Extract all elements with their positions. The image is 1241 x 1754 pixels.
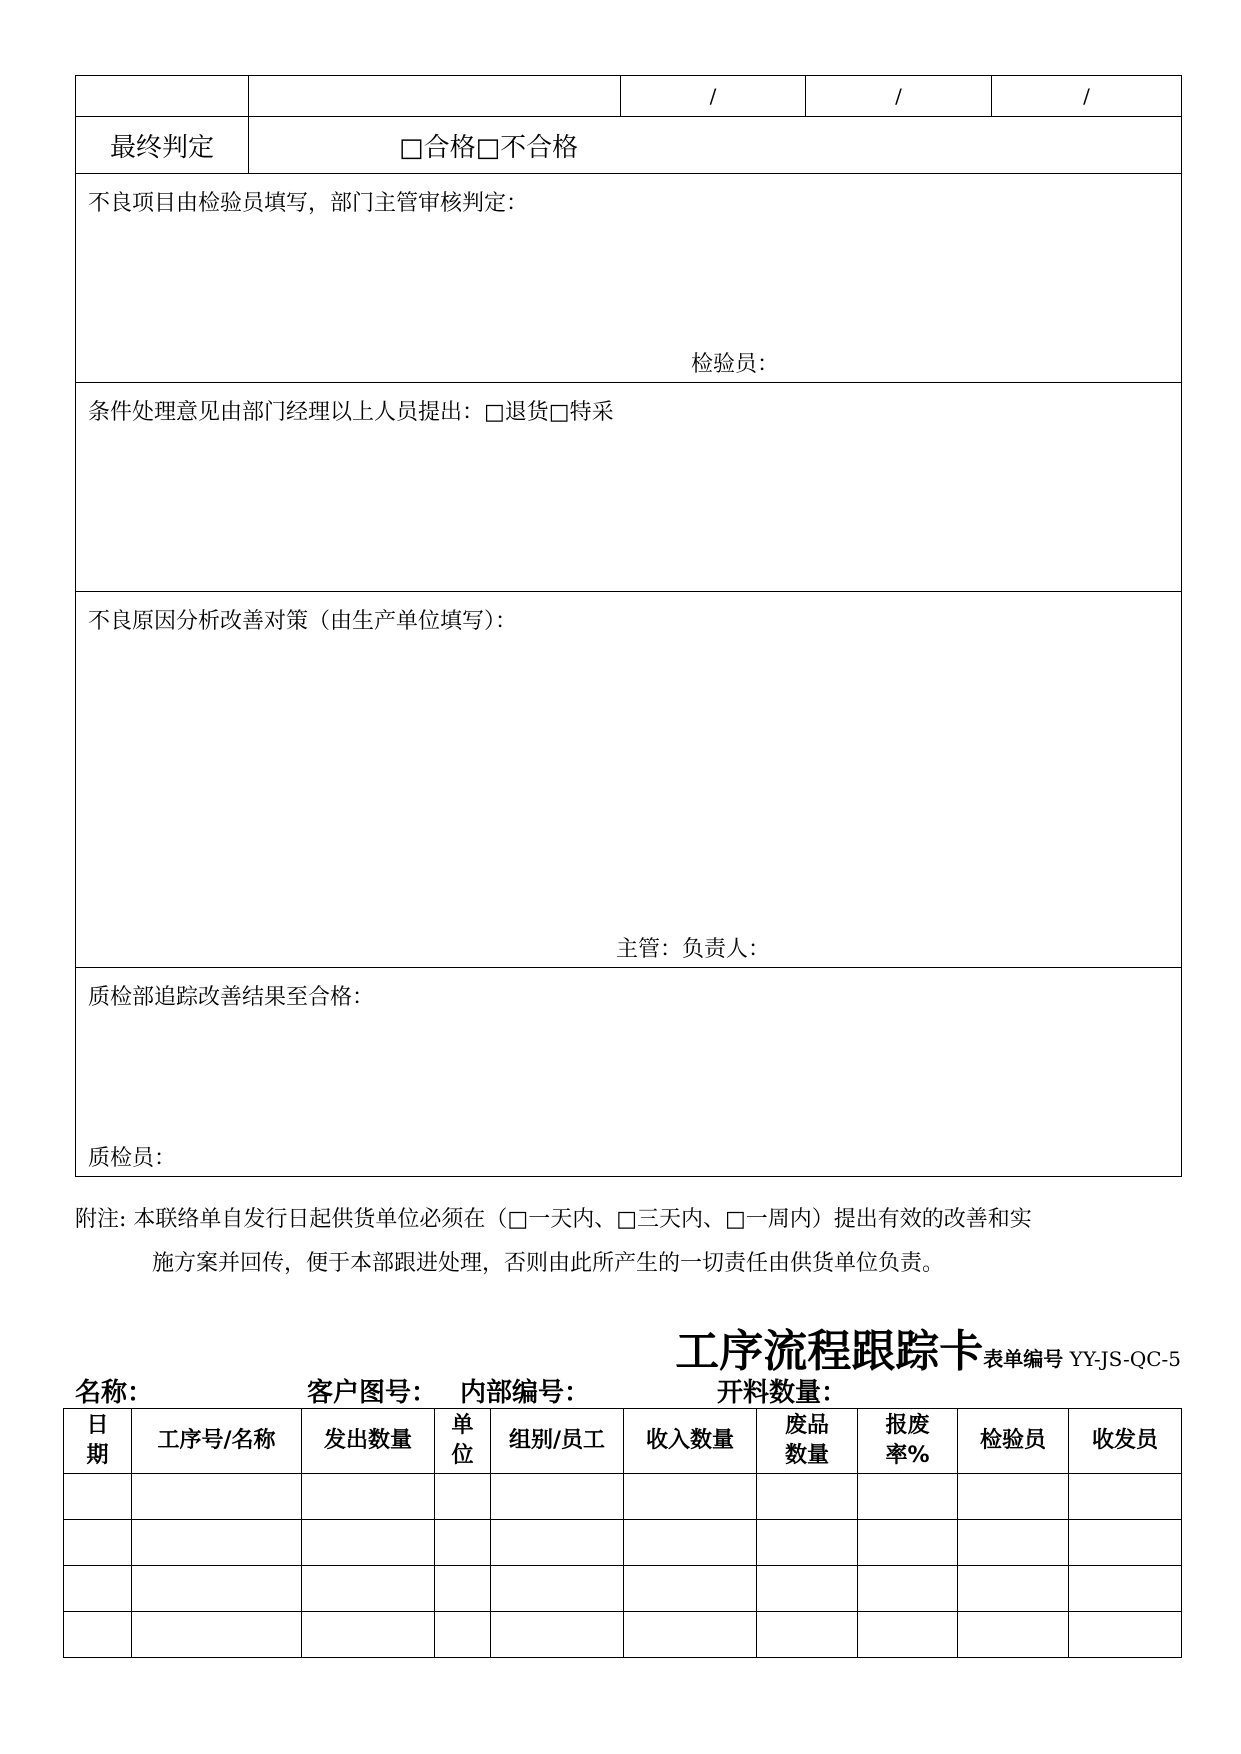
name-label: 名称： [75, 1378, 154, 1408]
column-header: 报废 率% [858, 1409, 958, 1474]
internal-no-label: 内部编号： [460, 1378, 591, 1408]
inspector-sign-label: 检验员： [691, 352, 780, 377]
tracking-block[interactable] [76, 968, 1182, 1177]
handling-label: 条件处理意见由部门经理以上人员提出：□退货□特采 [88, 400, 614, 425]
table-cell[interactable] [491, 1612, 624, 1658]
table-cell[interactable] [64, 1520, 132, 1566]
inspection-form [75, 75, 1182, 1177]
table-cell[interactable] [132, 1474, 302, 1520]
form-code-label: 表单编号 [983, 1347, 1064, 1371]
table-cell[interactable] [757, 1474, 858, 1520]
card-title: 工序流程跟踪卡 [675, 1326, 984, 1377]
table-cell[interactable] [858, 1520, 958, 1566]
column-header: 收发员 [1069, 1409, 1182, 1474]
table-cell[interactable] [302, 1474, 435, 1520]
cause-analysis-row [76, 592, 1182, 968]
table-cell[interactable] [435, 1520, 491, 1566]
cause-analysis-label: 不良原因分析改善对策（由生产单位填写）： [88, 609, 518, 634]
tracking-table [63, 1408, 1182, 1658]
column-header: 单 位 [435, 1409, 491, 1474]
cause-analysis-block[interactable] [76, 592, 1182, 968]
card-title-block [675, 1315, 1181, 1379]
table-cell[interactable] [624, 1566, 757, 1612]
table-cell[interactable] [491, 1520, 624, 1566]
table-cell[interactable] [757, 1520, 858, 1566]
footnote-line-1: 附注: 本联络单自发行日起供货单位必须在（□一天内、□三天内、□一周内）提出有效的改善和实 [75, 1207, 1032, 1232]
table-cell[interactable] [132, 1566, 302, 1612]
table-row [64, 1474, 1182, 1520]
table-cell[interactable] [435, 1612, 491, 1658]
qc-sign-label: 质检员： [88, 1146, 177, 1171]
table-cell[interactable] [958, 1520, 1069, 1566]
table-body [64, 1474, 1182, 1658]
table-cell[interactable] [858, 1566, 958, 1612]
final-judgement-row [76, 117, 1182, 174]
table-cell[interactable] [435, 1566, 491, 1612]
column-header: 组别/员工 [491, 1409, 624, 1474]
table-cell[interactable] [132, 1612, 302, 1658]
column-header: 发出数量 [302, 1409, 435, 1474]
table-cell[interactable] [132, 1520, 302, 1566]
cell[interactable] [249, 76, 621, 117]
date-cell[interactable]: / [992, 76, 1182, 117]
form-code-value: YY-JS-QC-5 [1069, 1347, 1181, 1371]
table-cell[interactable] [64, 1474, 132, 1520]
table-cell[interactable] [1069, 1566, 1182, 1612]
table-cell[interactable] [858, 1612, 958, 1658]
final-judgement-options[interactable]: □合格□不合格 [249, 117, 1182, 174]
table-cell[interactable] [757, 1566, 858, 1612]
table-row [64, 1612, 1182, 1658]
table-cell[interactable] [64, 1612, 132, 1658]
table-cell[interactable] [64, 1566, 132, 1612]
defect-items-row [76, 174, 1182, 383]
table-cell[interactable] [624, 1474, 757, 1520]
table-cell[interactable] [624, 1520, 757, 1566]
table-cell[interactable] [1069, 1474, 1182, 1520]
table-cell[interactable] [1069, 1612, 1182, 1658]
table-cell[interactable] [302, 1566, 435, 1612]
table-cell[interactable] [1069, 1520, 1182, 1566]
card-info-line [75, 1372, 1181, 1408]
table-cell[interactable] [757, 1612, 858, 1658]
table-cell[interactable] [302, 1520, 435, 1566]
table-cell[interactable] [491, 1566, 624, 1612]
defect-items-block[interactable] [76, 174, 1182, 383]
table-row [64, 1520, 1182, 1566]
handling-block[interactable] [76, 383, 1182, 592]
table-header-row [64, 1409, 1182, 1474]
column-header: 日 期 [64, 1409, 132, 1474]
table-row [64, 1566, 1182, 1612]
footnote [75, 1198, 1032, 1286]
table-cell[interactable] [958, 1474, 1069, 1520]
footnote-line-2: 施方案并回传，便于本部跟进处理，否则由此所产生的一切责任由供货单位负责。 [152, 1251, 945, 1276]
column-header: 收入数量 [624, 1409, 757, 1474]
table-cell[interactable] [958, 1612, 1069, 1658]
form-code [983, 1347, 1181, 1371]
table-cell[interactable] [302, 1612, 435, 1658]
customer-drawing-label: 客户图号： [307, 1378, 438, 1408]
tracking-row [76, 968, 1182, 1177]
quantity-label: 开料数量： [717, 1378, 848, 1408]
table-cell[interactable] [858, 1474, 958, 1520]
cell[interactable] [76, 76, 249, 117]
column-header: 检验员 [958, 1409, 1069, 1474]
date-cell[interactable]: / [621, 76, 806, 117]
table-cell[interactable] [491, 1474, 624, 1520]
defect-items-label: 不良项目由检验员填写，部门主管审核判定： [88, 191, 529, 216]
column-header: 废品 数量 [757, 1409, 858, 1474]
handling-row [76, 383, 1182, 592]
table-cell[interactable] [624, 1612, 757, 1658]
tracking-label: 质检部追踪改善结果至合格： [88, 985, 375, 1010]
table-cell[interactable] [958, 1566, 1069, 1612]
final-judgement-label: 最终判定 [76, 117, 249, 174]
supervisor-sign-label: 主管：负责人： [616, 937, 771, 962]
date-cell[interactable]: / [806, 76, 992, 117]
table-cell[interactable] [435, 1474, 491, 1520]
form-row-top [76, 76, 1182, 117]
column-header: 工序号/名称 [132, 1409, 302, 1474]
